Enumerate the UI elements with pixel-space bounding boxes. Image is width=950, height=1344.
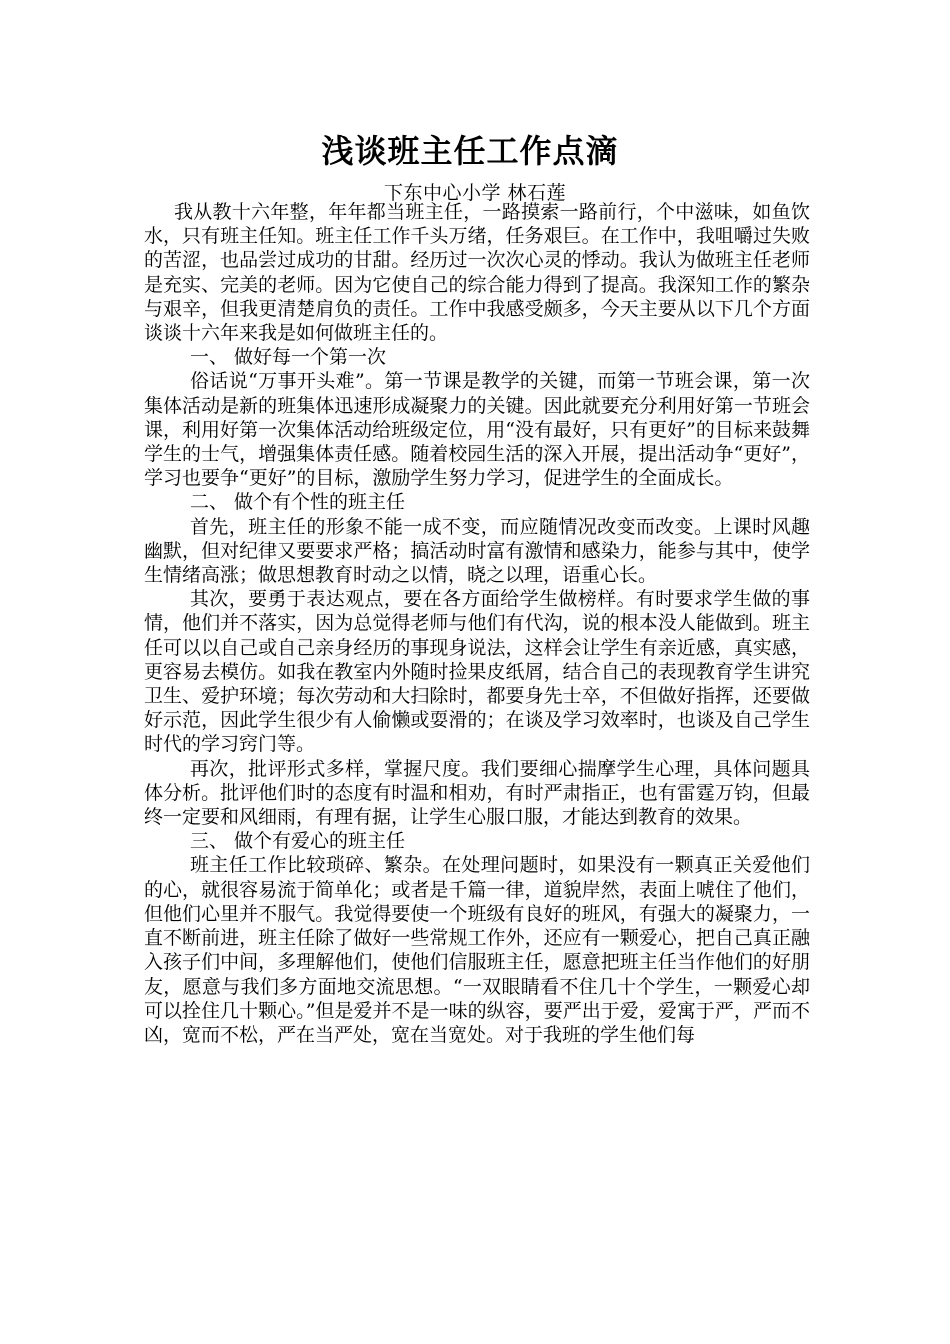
author-line: 下东中心小学 林石莲 bbox=[383, 182, 567, 204]
paragraph: 俗话说“万事开头难”。第一节课是教学的关键，而第一节班会课，第一次集体活动是新的班集体迅速形成凝聚力的关键。因此就要充分利用好第一节班会课，利用好第一次集体活动给班级定位，用“没有最好，只有更好”的目标来鼓舞学生的士气，增强集体责任感。随着校园生活的深入开展，提出活动争“更好”，学习也要争“更好”的目标，激励学生努力学习，促进学生的全面成长。 bbox=[144, 370, 810, 490]
section-heading-1: 一、 做好每一个第一次 bbox=[190, 346, 387, 369]
paragraph: 再次，批评形式多样，掌握尺度。我们要细心揣摩学生心理，具体问题具体分析。批评他们时的态度有时温和相劝，有时严肃指正，也有雷霆万钧，但最终一定要和风细雨，有理有据，让学生心服口服，才能达到教育的效果。 bbox=[144, 757, 810, 829]
document-body bbox=[144, 200, 810, 1047]
section-heading-2: 二、 做个有个性的班主任 bbox=[190, 491, 406, 514]
paragraph: 首先，班主任的形象不能一成不变，而应随情况改变而改变。上课时风趣幽默，但对纪律又要要求严格；搞活动时富有激情和感染力，能参与其中，使学生情绪高涨；做思想教育时动之以情，晓之以理，语重心长。 bbox=[144, 515, 810, 587]
paragraph-intro: 我从教十六年整，年年都当班主任，一路摸索一路前行，个中滋味，如鱼饮水，只有班主任知。班主任工作千头万绪，任务艰巨。在工作中，我咀嚼过失败的苦涩，也品尝过成功的甘甜。经历过一次次心灵的悸动。我认为做班主任老师是充实、完美的老师。因为它使自己的综合能力得到了提高。我深知工作的繁杂与艰辛，但我更清楚肩负的责任。工作中我感受颇多，今天主要从以下几个方面谈谈十六年来我是如何做班主任的。 bbox=[144, 201, 810, 345]
section-heading-3: 三、 做个有爱心的班主任 bbox=[190, 830, 406, 853]
document-title: 浅谈班主任工作点滴 bbox=[321, 132, 619, 170]
paragraph: 其次，要勇于表达观点，要在各方面给学生做榜样。有时要求学生做的事情，他们并不落实，因为总觉得老师与他们有代沟，说的根本没人能做到。班主任可以以自己或自己亲身经历的事现身说法，这样会让学生有亲近感，真实感，更容易去模仿。如我在教室内外随时捡果皮纸屑，结合自己的表现教育学生讲究卫生、爱护环境；每次劳动和大扫除时，都要身先士卒，不但做好指挥，还要做好示范，因此学生很少有人偷懒或耍滑的；在谈及学习效率时，也谈及自己学生时代的学习窍门等。 bbox=[144, 588, 810, 756]
paragraph: 班主任工作比较琐碎、繁杂。在处理问题时，如果没有一颗真正关爱他们的心，就很容易流于简单化；或者是千篇一律，道貌岸然，表面上唬住了他们，但他们心里并不服气。我觉得要使一个班级有良好的班风，有强大的凝聚力，一直不断前进，班主任除了做好一些常规工作外，还应有一颗爱心，把自己真正融入孩子们中间，多理解他们，使他们信服班主任，愿意把班主任当作他们的好朋友，愿意与我们多方面地交流思想。“一双眼睛看不住几十个学生，一颗爱心却可以拴住几十颗心。”但是爱并不是一味的纵容，要严出于爱，爱寓于严，严而不凶，宽而不松，严在当严处，宽在当宽处。对于我班的学生他们每 bbox=[144, 854, 810, 1046]
